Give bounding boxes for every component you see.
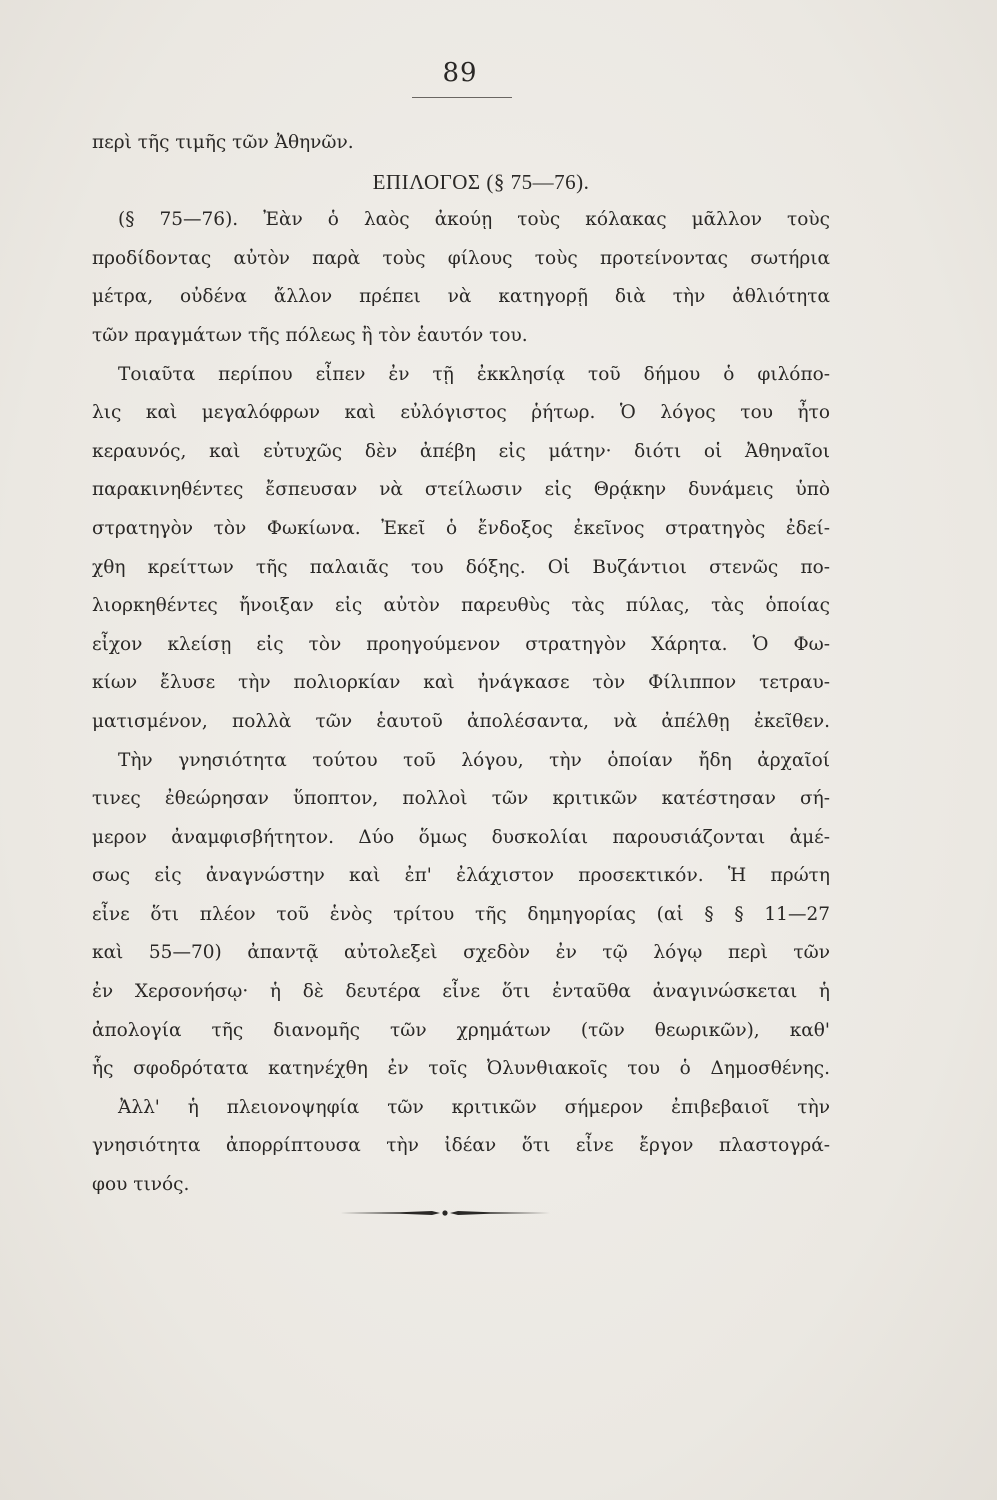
text-line: μέτρα, οὐδένα ἄλλον πρέπει νὰ κατηγορῇ διὰ τὴν ἀθλιότητα bbox=[92, 286, 830, 308]
text-line: χθη κρείττων τῆς παλαιᾶς του δόξης. Οἱ Βυζάντιοι στενῶς πο- bbox=[92, 556, 830, 578]
text-line: Ἀλλ' ἡ πλειονοψηφία τῶν κριτικῶν σήμερον ἐπιβεβαιοῖ τὴν bbox=[118, 1096, 830, 1118]
body-text bbox=[92, 124, 830, 1205]
text-line: γνησιότητα ἀπορρίπτουσα τὴν ἰδέαν ὅτι εἶνε ἔργον πλαστογρά- bbox=[92, 1135, 830, 1157]
text-line: (§ 75—76). Ἐὰν ὁ λαὸς ἀκούῃ τοὺς κόλακας μᾶλλον τοὺς bbox=[118, 209, 830, 231]
text-line: ἀπολογία τῆς διανομῆς τῶν χρημάτων (τῶν θεωρικῶν), καθ' bbox=[92, 1019, 830, 1041]
page-number-rule bbox=[412, 97, 512, 98]
text-line: φου τινός. bbox=[92, 1174, 190, 1196]
text-line: ἐν Χερσονήσῳ· ἡ δὲ δευτέρα εἶνε ὅτι ἐνταῦθα ἀναγινώσκεται ἡ bbox=[92, 981, 830, 1003]
text-line: περὶ τῆς τιμῆς τῶν Ἀθηνῶν. bbox=[92, 132, 354, 153]
end-ornament bbox=[340, 1208, 550, 1218]
section-heading: ΕΠΙΛΟΓΟΣ (§ 75—76). bbox=[372, 169, 590, 194]
text-line: τῶν πραγμάτων τῆς πόλεως ἢ τὸν ἑαυτόν του. bbox=[92, 324, 528, 346]
text-line: Τὴν γνησιότητα τούτου τοῦ λόγου, τὴν ὁποίαν ἤδη ἀρχαῖοί bbox=[118, 749, 830, 771]
text-line: στρατηγὸν τὸν Φωκίωνα. Ἐκεῖ ὁ ἔνδοξος ἐκεῖνος στρατηγὸς ἐδεί- bbox=[92, 517, 830, 539]
text-line: καὶ 55—70) ἀπαντᾷ αὐτολεξεὶ σχεδὸν ἐν τῷ λόγῳ περὶ τῶν bbox=[92, 942, 830, 964]
page-number: 89 bbox=[442, 58, 478, 88]
text-line: ματισμένον, πολλὰ τῶν ἑαυτοῦ ἀπολέσαντα, νὰ ἀπέλθῃ ἐκεῖθεν. bbox=[92, 710, 830, 732]
text-line: Τοιαῦτα περίπου εἶπεν ἐν τῇ ἐκκλησίᾳ τοῦ δήμου ὁ φιλόπο- bbox=[118, 363, 830, 385]
text-line: εἶχον κλείσῃ εἰς τὸν προηγούμενον στρατηγὸν Χάρητα. Ὁ Φω- bbox=[92, 633, 830, 655]
text-line: προδίδοντας αὐτὸν παρὰ τοὺς φίλους τοὺς προτείνοντας σωτήρια bbox=[92, 247, 830, 269]
text-line: παρακινηθέντες ἔσπευσαν νὰ στείλωσιν εἰς Θρᾴκην δυνάμεις ὑπὸ bbox=[92, 479, 830, 501]
text-line: τινες ἐθεώρησαν ὕποπτον, πολλοὶ τῶν κριτικῶν κατέστησαν σή- bbox=[92, 788, 830, 810]
text-line: ἧς σφοδρότατα κατηνέχθη ἐν τοῖς Ὀλυνθιακοῖς του ὁ Δημοσθένης. bbox=[92, 1058, 830, 1080]
text-line: σως εἰς ἀναγνώστην καὶ ἐπ' ἐλάχιστον προσεκτικόν. Ἡ πρώτη bbox=[92, 865, 830, 887]
text-line: λις καὶ μεγαλόφρων καὶ εὐλόγιστος ῥήτωρ. Ὁ λόγος του ἦτο bbox=[92, 402, 830, 424]
text-line: λιορκηθέντες ἤνοιξαν εἰς αὐτὸν παρευθὺς τὰς πύλας, τὰς ὁποίας bbox=[92, 595, 830, 617]
text-line: εἶνε ὅτι πλέον τοῦ ἑνὸς τρίτου τῆς δημηγορίας (αἱ § § 11—27 bbox=[92, 903, 830, 925]
text-line: μερον ἀναμφισβήτητον. Δύο ὅμως δυσκολίαι παρουσιάζονται ἀμέ- bbox=[92, 826, 830, 848]
text-line: κίων ἔλυσε τὴν πολιορκίαν καὶ ἠνάγκασε τὸν Φίλιππον τετραυ- bbox=[92, 672, 830, 694]
text-line: κεραυνός, καὶ εὐτυχῶς δὲν ἀπέβη εἰς μάτην· διότι οἱ Ἀθηναῖοι bbox=[92, 440, 830, 462]
